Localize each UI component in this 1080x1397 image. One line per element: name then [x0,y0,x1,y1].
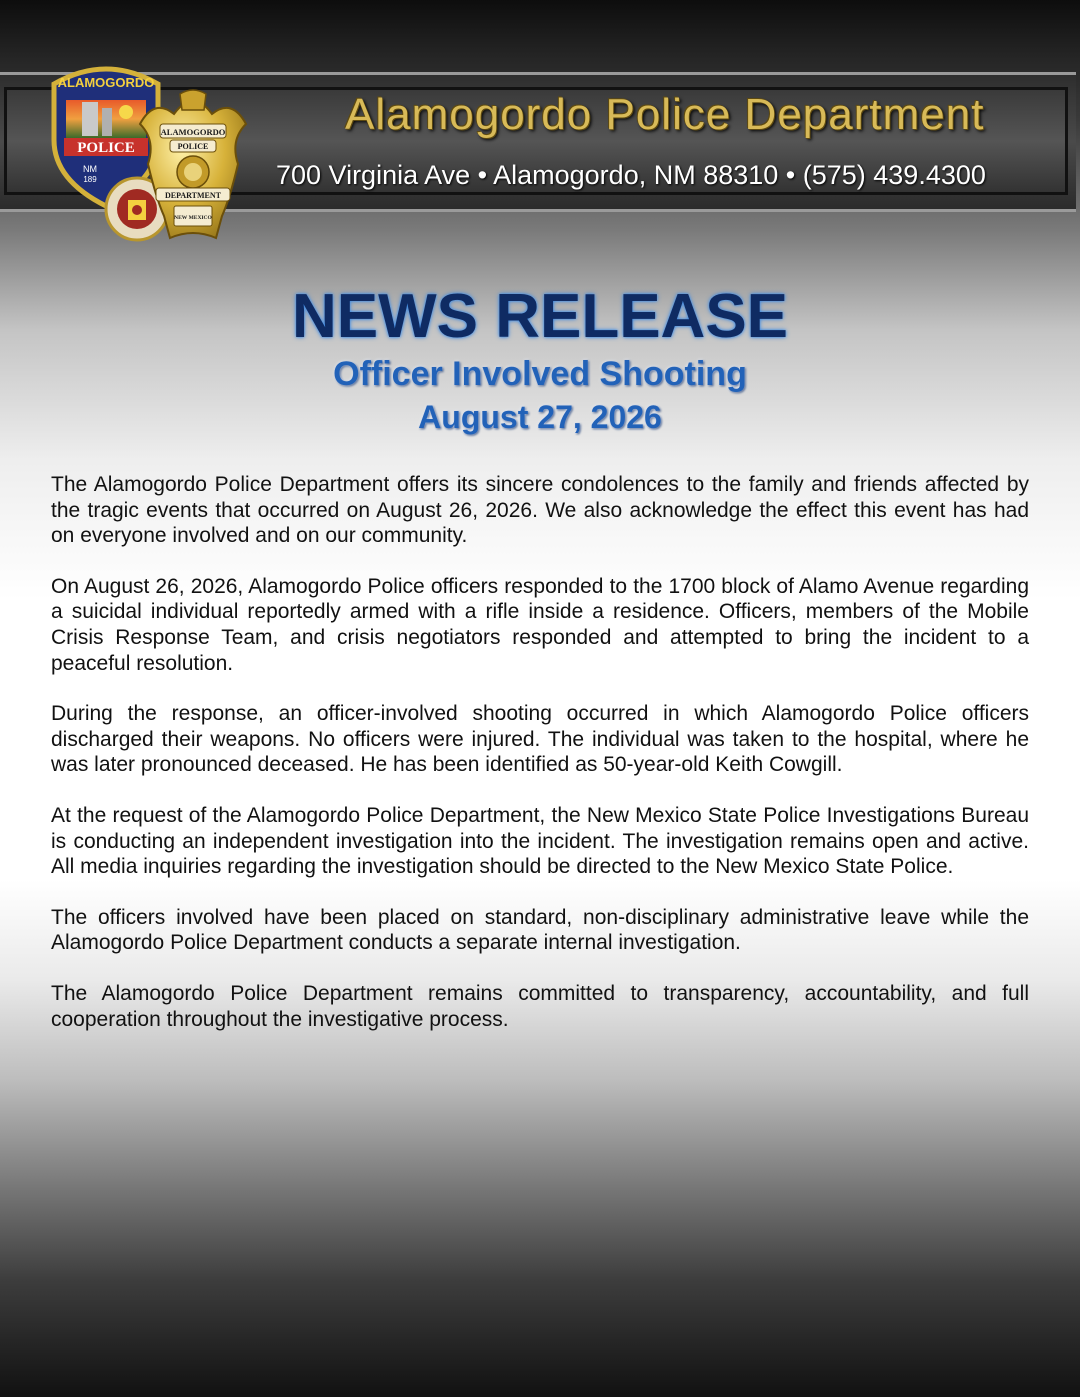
release-date: August 27, 2026 [418,399,662,435]
body-paragraph: The officers involved have been placed on standard, non-disciplinary administrative leave while the Alamogordo Police Department conducts a separate internal investigation. [51,905,1029,955]
release-heading [0,282,1080,438]
badge-city-text: ALAMOGORDO [160,127,226,137]
police-badge-logo [134,88,252,246]
release-subtitle: Officer Involved Shooting [333,355,747,393]
department-address: 700 Virginia Ave • Alamogordo, NM 88310 • (575) 439.4300 [276,160,986,190]
body-paragraph: The Alamogordo Police Department remains committed to transparency, accountability, and full cooperation throughout the investigative process. [51,981,1029,1031]
badge-department-text: DEPARTMENT [164,191,222,200]
news-release-title: NEWS RELEASE [291,282,789,351]
patch-middle-text: POLICE [77,140,135,156]
badge-word-text: POLICE [177,142,209,151]
patch-top-text: ALAMOGORDO [57,75,155,90]
patch-year-text: 189 [83,175,97,184]
release-body [51,472,1029,1057]
body-paragraph: At the request of the Alamogordo Police Department, the New Mexico State Police Investigations Bureau is conducting an independent investigation into the incident. The investigation remains open and active. All media inquiries regarding the investigation should be directed to the New Mexico State Police. [51,803,1029,879]
body-paragraph: The Alamogordo Police Department offers its sincere condolences to the family and friends affected by the tragic events that occurred on August 26, 2026. We also acknowledge the effect this event has had on everyone involved and on our community. [51,473,1029,548]
body-paragraph: During the response, an officer-involved shooting occurred in which Alamogordo Police officers discharged their weapons. No officers were injured. The individual was taken to the hospital, where he was later pronounced deceased. He has been identified as 50-year-old Keith Cowgill. [51,702,1029,777]
department-name: Alamogordo Police Department [345,90,985,139]
badge-state-text: NEW MEXICO [174,215,212,221]
patch-state-text: NM [83,164,97,174]
body-paragraph: On August 26, 2026, Alamogordo Police officers responded to the 1700 block of Alamo Avenue regarding a suicidal individual reportedly armed with a rifle inside a residence. Officers, members of the Mobile Crisis Response Team, and crisis negotiators responded and attempted to bring the incident to a peaceful resolution. [51,574,1029,675]
